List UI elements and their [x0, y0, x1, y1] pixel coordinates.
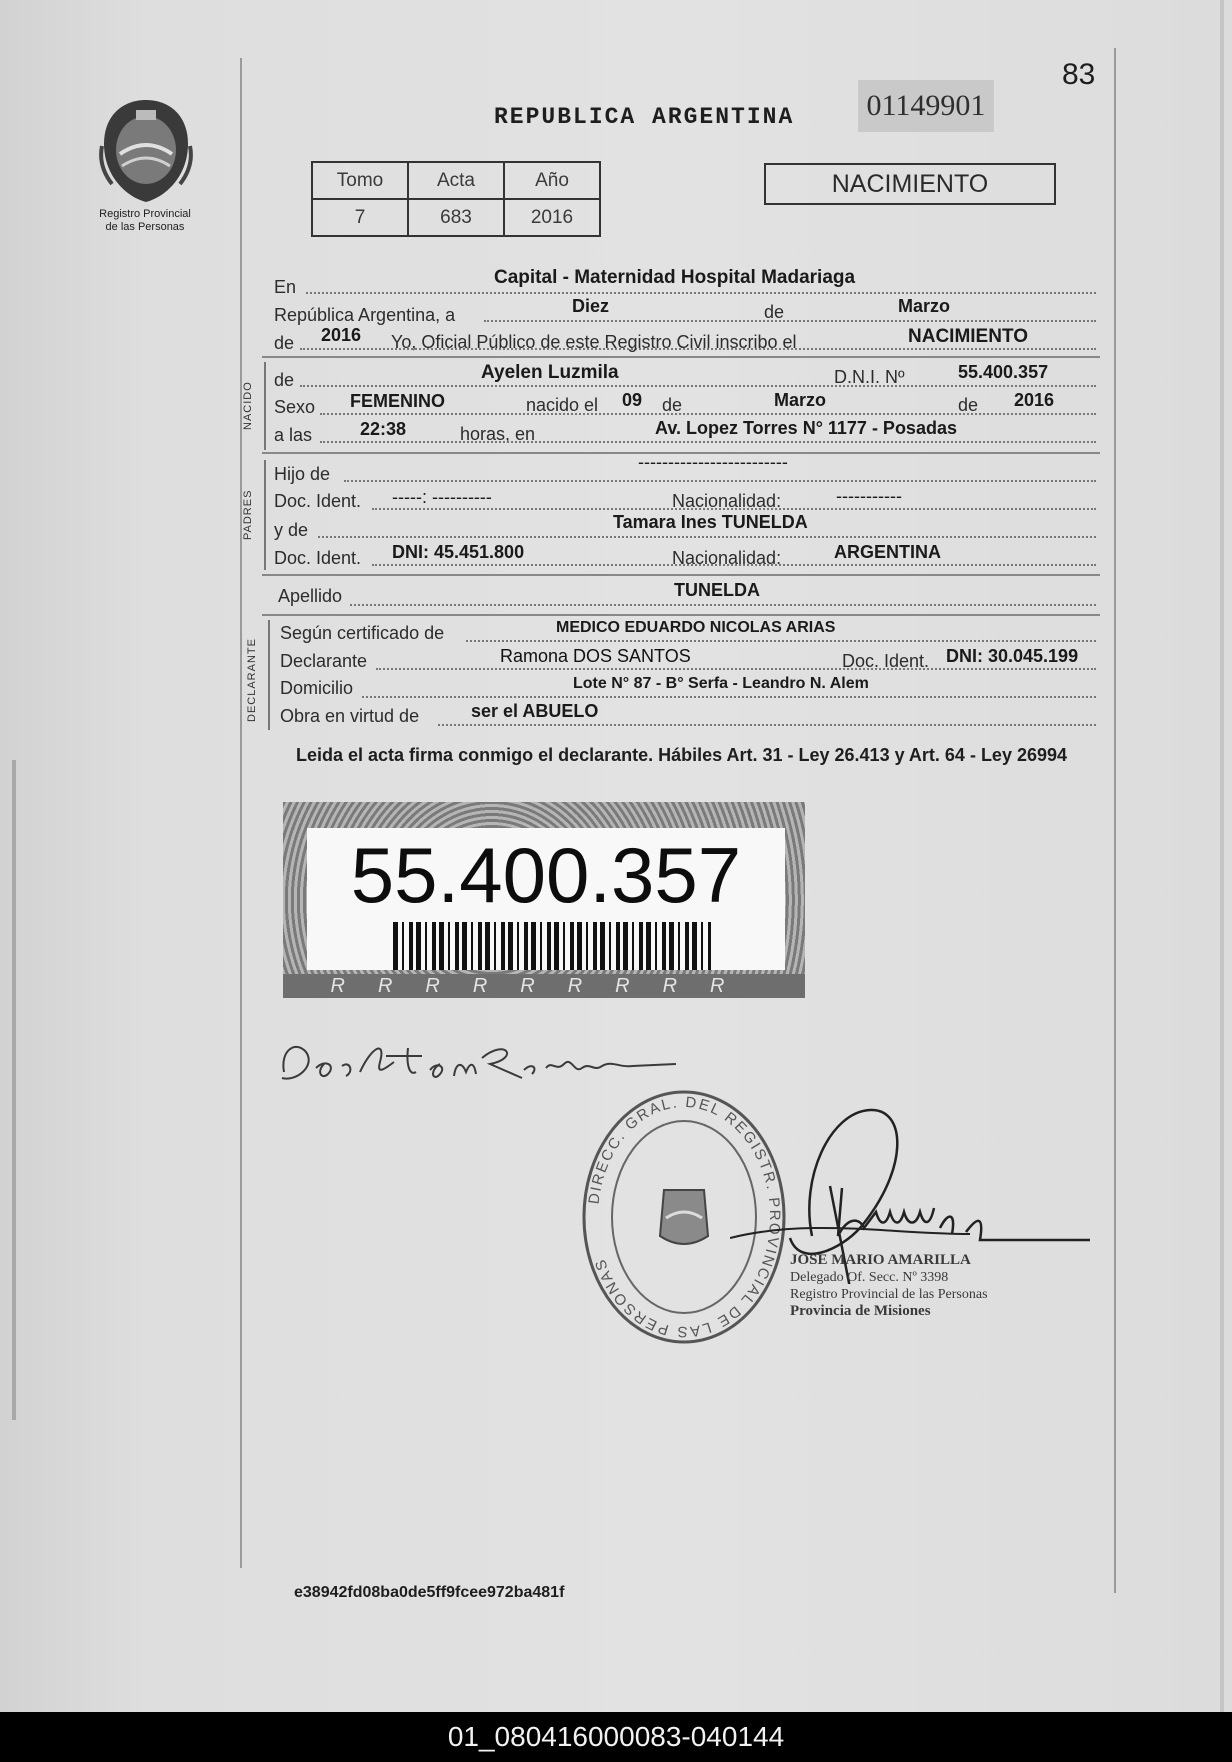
right-margin-line: [1114, 48, 1116, 1593]
mother-name: Tamara Ines TUNELDA: [613, 512, 808, 532]
dotted-line: [438, 724, 1096, 726]
born-time: 22:38: [360, 419, 407, 439]
ref-value-acta: 683: [408, 199, 504, 236]
dotted-line: [362, 696, 1096, 698]
section-label-padres: PADRES: [242, 489, 254, 540]
registration-day: Diez: [572, 296, 610, 316]
dotted-line: [320, 441, 1096, 443]
country-title: REPUBLICA ARGENTINA: [494, 104, 795, 130]
scan-footer-id: 01_080416000083-040144: [0, 1712, 1232, 1762]
section-divider: [262, 574, 1100, 576]
declarant-capacity: ser el ABUELO: [471, 701, 599, 721]
agency-name: [80, 208, 210, 234]
dotted-line: [300, 385, 1096, 387]
dotted-line: [372, 508, 1096, 510]
doc-label: Doc. Ident.: [274, 491, 362, 511]
section-bar: [264, 460, 266, 570]
and-label: y de: [274, 520, 309, 540]
born-month: Marzo: [774, 390, 827, 410]
registration-year: 2016: [321, 325, 362, 345]
agency-line-1: Registro Provincial: [99, 208, 191, 220]
doc-label: Doc. Ident.: [274, 548, 362, 568]
dni-label: D.N.I. Nº: [834, 367, 905, 387]
ref-header-ano: Año: [504, 162, 600, 199]
de-label: de: [662, 395, 683, 415]
record-type-box: NACIMIENTO: [764, 163, 1056, 205]
inscription-text: Yo, Oficial Público de este Registro Civil inscribo el: [391, 332, 797, 352]
dotted-line: [466, 640, 1096, 642]
surname-value: TUNELDA: [674, 580, 760, 600]
hours-label: horas, en: [460, 424, 536, 444]
de-label: de: [274, 333, 295, 353]
dotted-line: [344, 480, 1096, 482]
inscription-value: NACIMIENTO: [908, 326, 1028, 347]
republic-label: República Argentina, a: [274, 305, 456, 325]
capacity-label: Obra en virtud de: [280, 706, 420, 726]
dotted-line: [484, 320, 1096, 322]
dotted-line: [318, 536, 1096, 538]
certificate-value: MEDICO EDUARDO NICOLAS ARIAS: [556, 619, 836, 636]
official-name: JOSE MARIO AMARILLA: [790, 1252, 971, 1268]
dotted-line: [320, 413, 1096, 415]
born-day: 09: [622, 390, 643, 410]
registration-place: Capital - Maternidad Hospital Madariaga: [494, 267, 856, 288]
dotted-line: [350, 604, 1096, 606]
svg-text:DIRECC. GRAL. DEL REGISTR. PRO: DIRECC. GRAL. DEL REGISTR. PROVINCIAL DE LAS PERSONAS: [585, 1093, 784, 1341]
ref-value-tomo: 7: [312, 199, 408, 236]
de-label: de: [274, 370, 295, 390]
official-title: Delegado Of. Secc. Nº 3398: [790, 1270, 949, 1285]
left-margin-line: [240, 58, 242, 1568]
serial-stamp: 01149901: [858, 80, 994, 132]
surname-label: Apellido: [278, 586, 343, 606]
section-divider: [262, 614, 1100, 616]
official-province: Provincia de Misiones: [790, 1303, 931, 1319]
barcode-sticker: [283, 802, 805, 998]
page-edge-left: [12, 760, 16, 1420]
agency-line-2: de las Personas: [105, 221, 185, 233]
section-divider: [262, 356, 1100, 358]
ref-header-acta: Acta: [408, 162, 504, 199]
declarant-label: Declarante: [280, 651, 368, 671]
nationality-label: Nacionalidad:: [672, 548, 782, 568]
nationality-label: Nacionalidad:: [672, 491, 782, 511]
sex-label: Sexo: [274, 397, 316, 417]
barcode-number: 55.400.357: [350, 831, 742, 919]
barcode-bars: [393, 922, 711, 970]
father-name: -------------------------: [638, 452, 788, 472]
reference-table: [311, 161, 601, 237]
at-label: a las: [274, 425, 313, 445]
section-bar: [268, 620, 270, 730]
de-label: de: [764, 302, 785, 322]
born-address: Av. Lopez Torres N° 1177 - Posadas: [655, 418, 957, 438]
dotted-line: [306, 292, 1096, 294]
born-dni: 55.400.357: [958, 362, 1049, 382]
certificate-label: Según certificado de: [280, 623, 445, 643]
de-label: de: [958, 395, 979, 415]
declarant-signature: [276, 1032, 736, 1094]
born-on-label: nacido el: [526, 395, 599, 415]
section-label-nacido: NACIDO: [242, 381, 254, 430]
en-label: En: [274, 277, 297, 297]
official-agency: Registro Provincial de las Personas: [790, 1287, 988, 1302]
declarant-domicile: Lote N° 87 - B° Serfa - Leandro N. Alem: [573, 675, 869, 692]
child-of-label: Hijo de: [274, 464, 331, 484]
page-edge-right: [1220, 0, 1224, 1712]
section-bar: [264, 362, 266, 450]
dotted-line: [376, 668, 1096, 670]
declarant-doc: DNI: 30.045.199: [946, 646, 1079, 666]
declarant-name: Ramona DOS SANTOS: [500, 646, 691, 666]
doc-label: Doc. Ident.: [842, 651, 930, 671]
ref-value-ano: 2016: [504, 199, 600, 236]
born-year: 2016: [1014, 390, 1055, 410]
domicile-label: Domicilio: [280, 678, 354, 698]
father-nationality: -----------: [836, 486, 902, 506]
ref-header-tomo: Tomo: [312, 162, 408, 199]
document-hash: e38942fd08ba0de5ff9fcee972ba481f: [294, 1584, 565, 1601]
page-number: 83: [1062, 58, 1096, 91]
born-name: Ayelen Luzmila: [481, 362, 619, 383]
mother-nationality: ARGENTINA: [834, 542, 941, 562]
provincial-coat-of-arms-icon: [98, 96, 194, 206]
dotted-line: [372, 564, 1096, 566]
born-sex: FEMENINO: [350, 391, 446, 411]
section-label-declarante: DECLARANTE: [246, 638, 258, 722]
registration-month: Marzo: [898, 296, 951, 316]
barcode-strip: RRRRRRRRR: [283, 974, 805, 998]
barcode-label: [307, 828, 785, 970]
legal-text: Leida el acta firma conmigo el declarante. Hábiles Art. 31 - Ley 26.413 y Art. 64 - Ley 26994: [296, 745, 1068, 765]
father-doc: -----: ----------: [392, 487, 492, 507]
mother-doc: DNI: 45.451.800: [392, 542, 525, 562]
official-signature-block: [790, 1252, 988, 1320]
